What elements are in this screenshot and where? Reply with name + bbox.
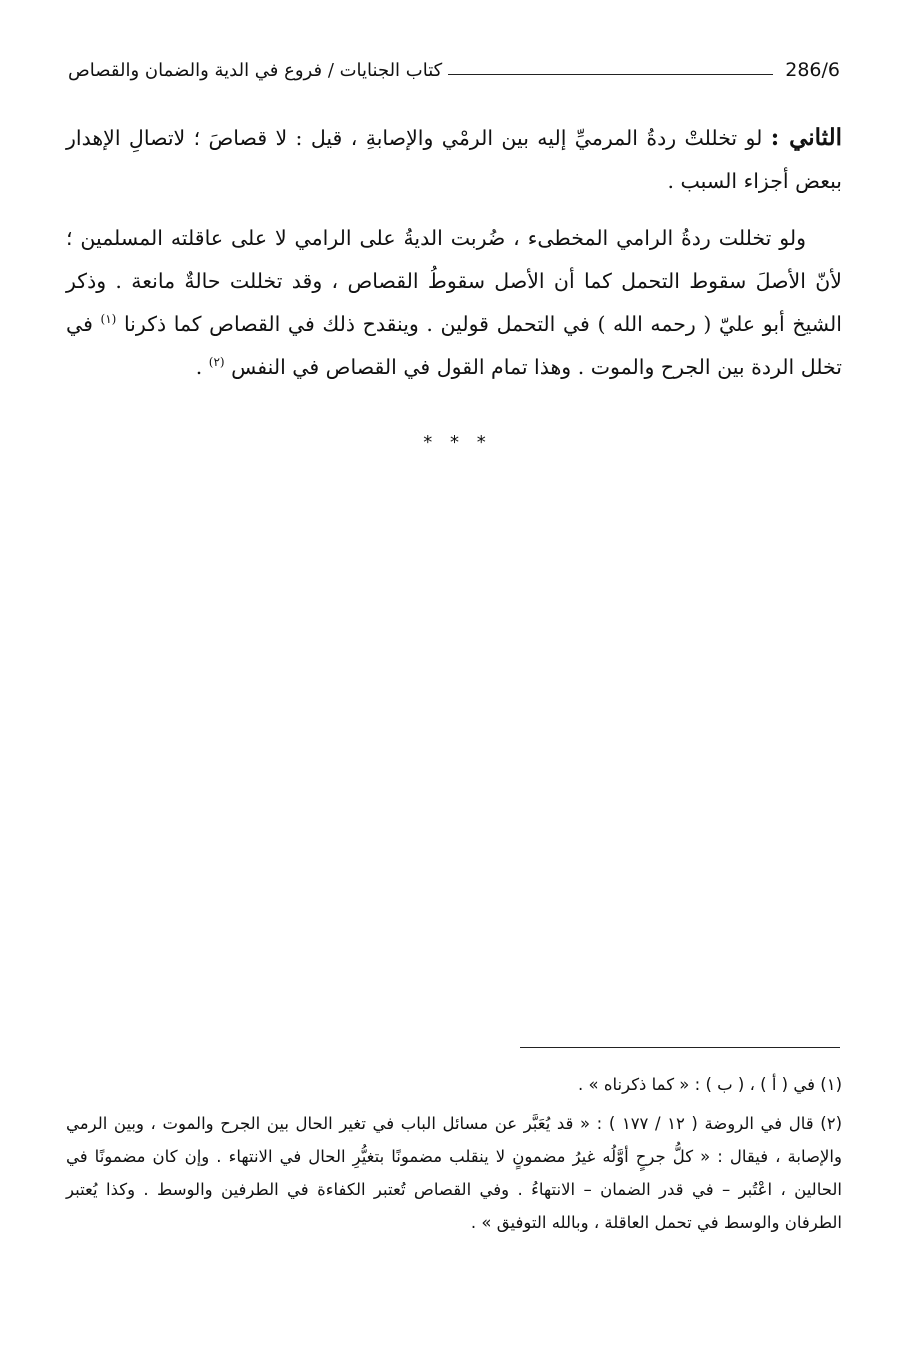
paragraph-2-text-a: ولو تخللت ردةُ الرامي المخطىء ، ضُربت الديةُ على الرامي لا على عاقلته المسلمين ؛ لأنّ الأصلَ سقوط التحمل كما أن الأصل سقوطُ القصاص ، وقد تخللت حالةٌ مانعة . وذكر الشيخ أبو عليّ ( رحمه الله ) في التحمل قولين . وينقدح ذلك في القصاص كما ذكرنا — [66, 226, 842, 336]
paragraph-2-end: . — [195, 355, 209, 379]
paragraph-lead-word: الثاني : — [770, 124, 842, 151]
footnote-ref-1: (١) — [100, 312, 117, 327]
header-rule — [448, 74, 773, 75]
footnote-1: (١) في ( أ ) ، ( ب ) : « كما ذكرناه » . — [578, 1075, 842, 1094]
paragraph-1 — [66, 116, 842, 203]
paragraph-2 — [66, 217, 842, 389]
footnote-2: (٢) قال في الروضة ( ١٢ / ١٧٧ ) : « قد يُعَبَّر عن مسائل الباب في تغير الحال بين الجرح والموت ، وبين الرمي والإصابة ، فيقال : « كلُّ جرحٍ أوَّلُه غيرُ مضمونٍ لا ينقلب مضمونًا بتغيُّرِ الحال في الانتهاء . وإن كان مضمونًا في الحالين ، اعْتُبر – في قدر الضمان – الانتهاءُ . وفي القصاص تُعتبر الكفاءة في الطرفين والوسط . وكذا يُعتبر الطرفان والوسط في تحمل العاقلة ، وبالله التوفيق » . — [66, 1114, 842, 1232]
header-title: كتاب الجنايات / فروع في الدية والضمان والقصاص — [68, 59, 443, 81]
footnote-separator — [520, 1047, 840, 1048]
footnotes — [66, 1068, 842, 1245]
page-number: 286/6 — [785, 59, 840, 81]
running-header — [68, 52, 840, 88]
section-divider: * * * — [423, 432, 492, 453]
footnote-ref-2: (٢) — [208, 355, 225, 370]
main-text — [66, 116, 842, 403]
paragraph-2-text-b: في تخلل الردة بين الجرح والموت . وهذا تمام القول في القصاص في النفس — [66, 312, 842, 379]
paragraph-1-text: لو تخللتْ ردةُ المرميِّ إليه بين الرمْي والإصابةِ ، قيل : لا قصاصَ ؛ لاتصالِ الإهدار ببعض أجزاء السبب . — [66, 126, 842, 193]
